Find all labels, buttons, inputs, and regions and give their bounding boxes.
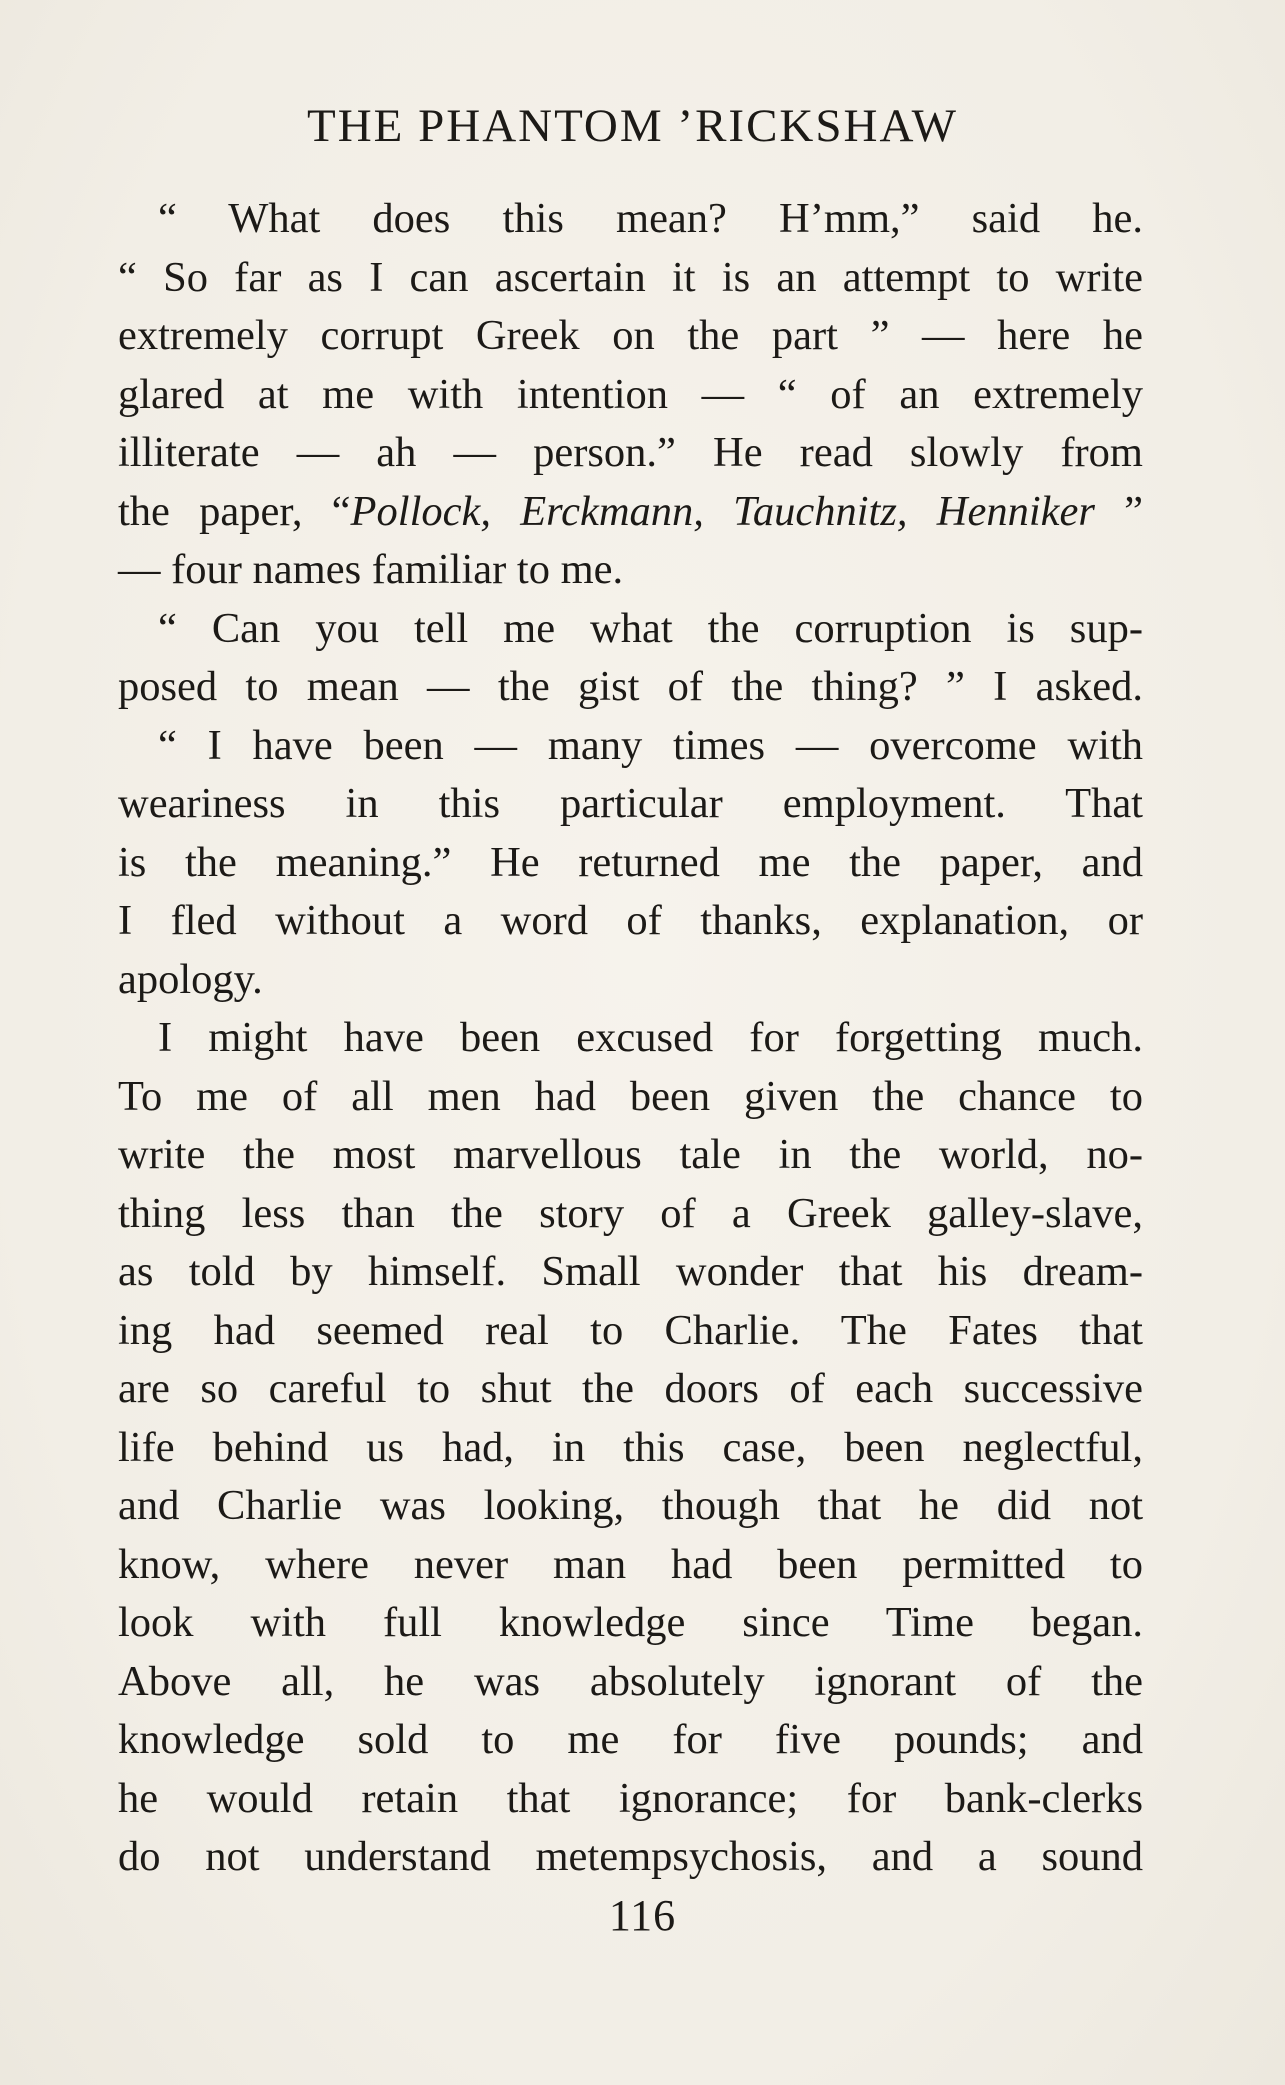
text-line: illiterate — ah — person.” He read slowly from bbox=[118, 429, 1143, 476]
text-line: knowledge sold to me for five pounds; and bbox=[118, 1716, 1143, 1763]
text-line: To me of all men had been given the chance to bbox=[118, 1072, 1143, 1120]
text-line-with-italics bbox=[118, 483, 1143, 542]
text-line: “ I have been — many times — overcome with bbox=[158, 721, 1143, 769]
text-line: Above all, he was absolutely ignorant of the bbox=[118, 1657, 1143, 1705]
text-line: “ What does this mean? H’mm,” said he. bbox=[158, 195, 1143, 242]
text-line: thing less than the story of a Greek galley-slave, bbox=[118, 1189, 1143, 1237]
text-line: do not understand metempsychosis, and a sound bbox=[118, 1833, 1143, 1880]
text-line: write the most marvellous tale in the world, no- bbox=[118, 1131, 1143, 1178]
text-line: extremely corrupt Greek on the part ” — here he bbox=[118, 312, 1143, 359]
italic-names: Pollock, Erckmann, Tauchnitz, Henniker bbox=[350, 487, 1095, 535]
text-line: I fled without a word of thanks, explanation, or bbox=[118, 897, 1143, 944]
text-line: as told by himself. Small wonder that his dream- bbox=[118, 1248, 1143, 1295]
text-line: posed to mean — the gist of the thing? ” I asked. bbox=[118, 663, 1143, 710]
text-line: and Charlie was looking, though that he did not bbox=[118, 1482, 1143, 1529]
text-line: weariness in this particular employment. That bbox=[118, 780, 1143, 827]
text-line: glared at me with intention — “ of an extremely bbox=[118, 370, 1143, 418]
text-line: “ Can you tell me what the corruption is sup- bbox=[158, 604, 1143, 652]
text-line: life behind us had, in this case, been neglectful, bbox=[118, 1423, 1143, 1471]
text-line: look with full knowledge since Time began. bbox=[118, 1599, 1143, 1646]
running-head: THE PHANTOM ’RICKSHAW bbox=[307, 100, 958, 152]
text-fragment: ” bbox=[1094, 487, 1143, 535]
text-line: is the meaning.” He returned me the paper, and bbox=[118, 838, 1143, 886]
body-text bbox=[118, 190, 1143, 1887]
text-line: he would retain that ignorance; for bank-clerks bbox=[118, 1774, 1143, 1822]
text-line: ing had seemed real to Charlie. The Fates that bbox=[118, 1306, 1143, 1354]
text-line: are so careful to shut the doors of each successive bbox=[118, 1365, 1143, 1412]
text-line: know, where never man had been permitted to bbox=[118, 1540, 1143, 1588]
text-line: — four names familiar to me. bbox=[118, 546, 624, 593]
text-fragment: the paper, “ bbox=[118, 487, 351, 535]
page-number: 116 bbox=[608, 1891, 677, 1940]
text-line: “ So far as I can ascertain it is an attempt to write bbox=[118, 253, 1143, 301]
text-line: I might have been excused for forgetting much. bbox=[158, 1014, 1143, 1061]
text-line: apology. bbox=[118, 955, 263, 1003]
